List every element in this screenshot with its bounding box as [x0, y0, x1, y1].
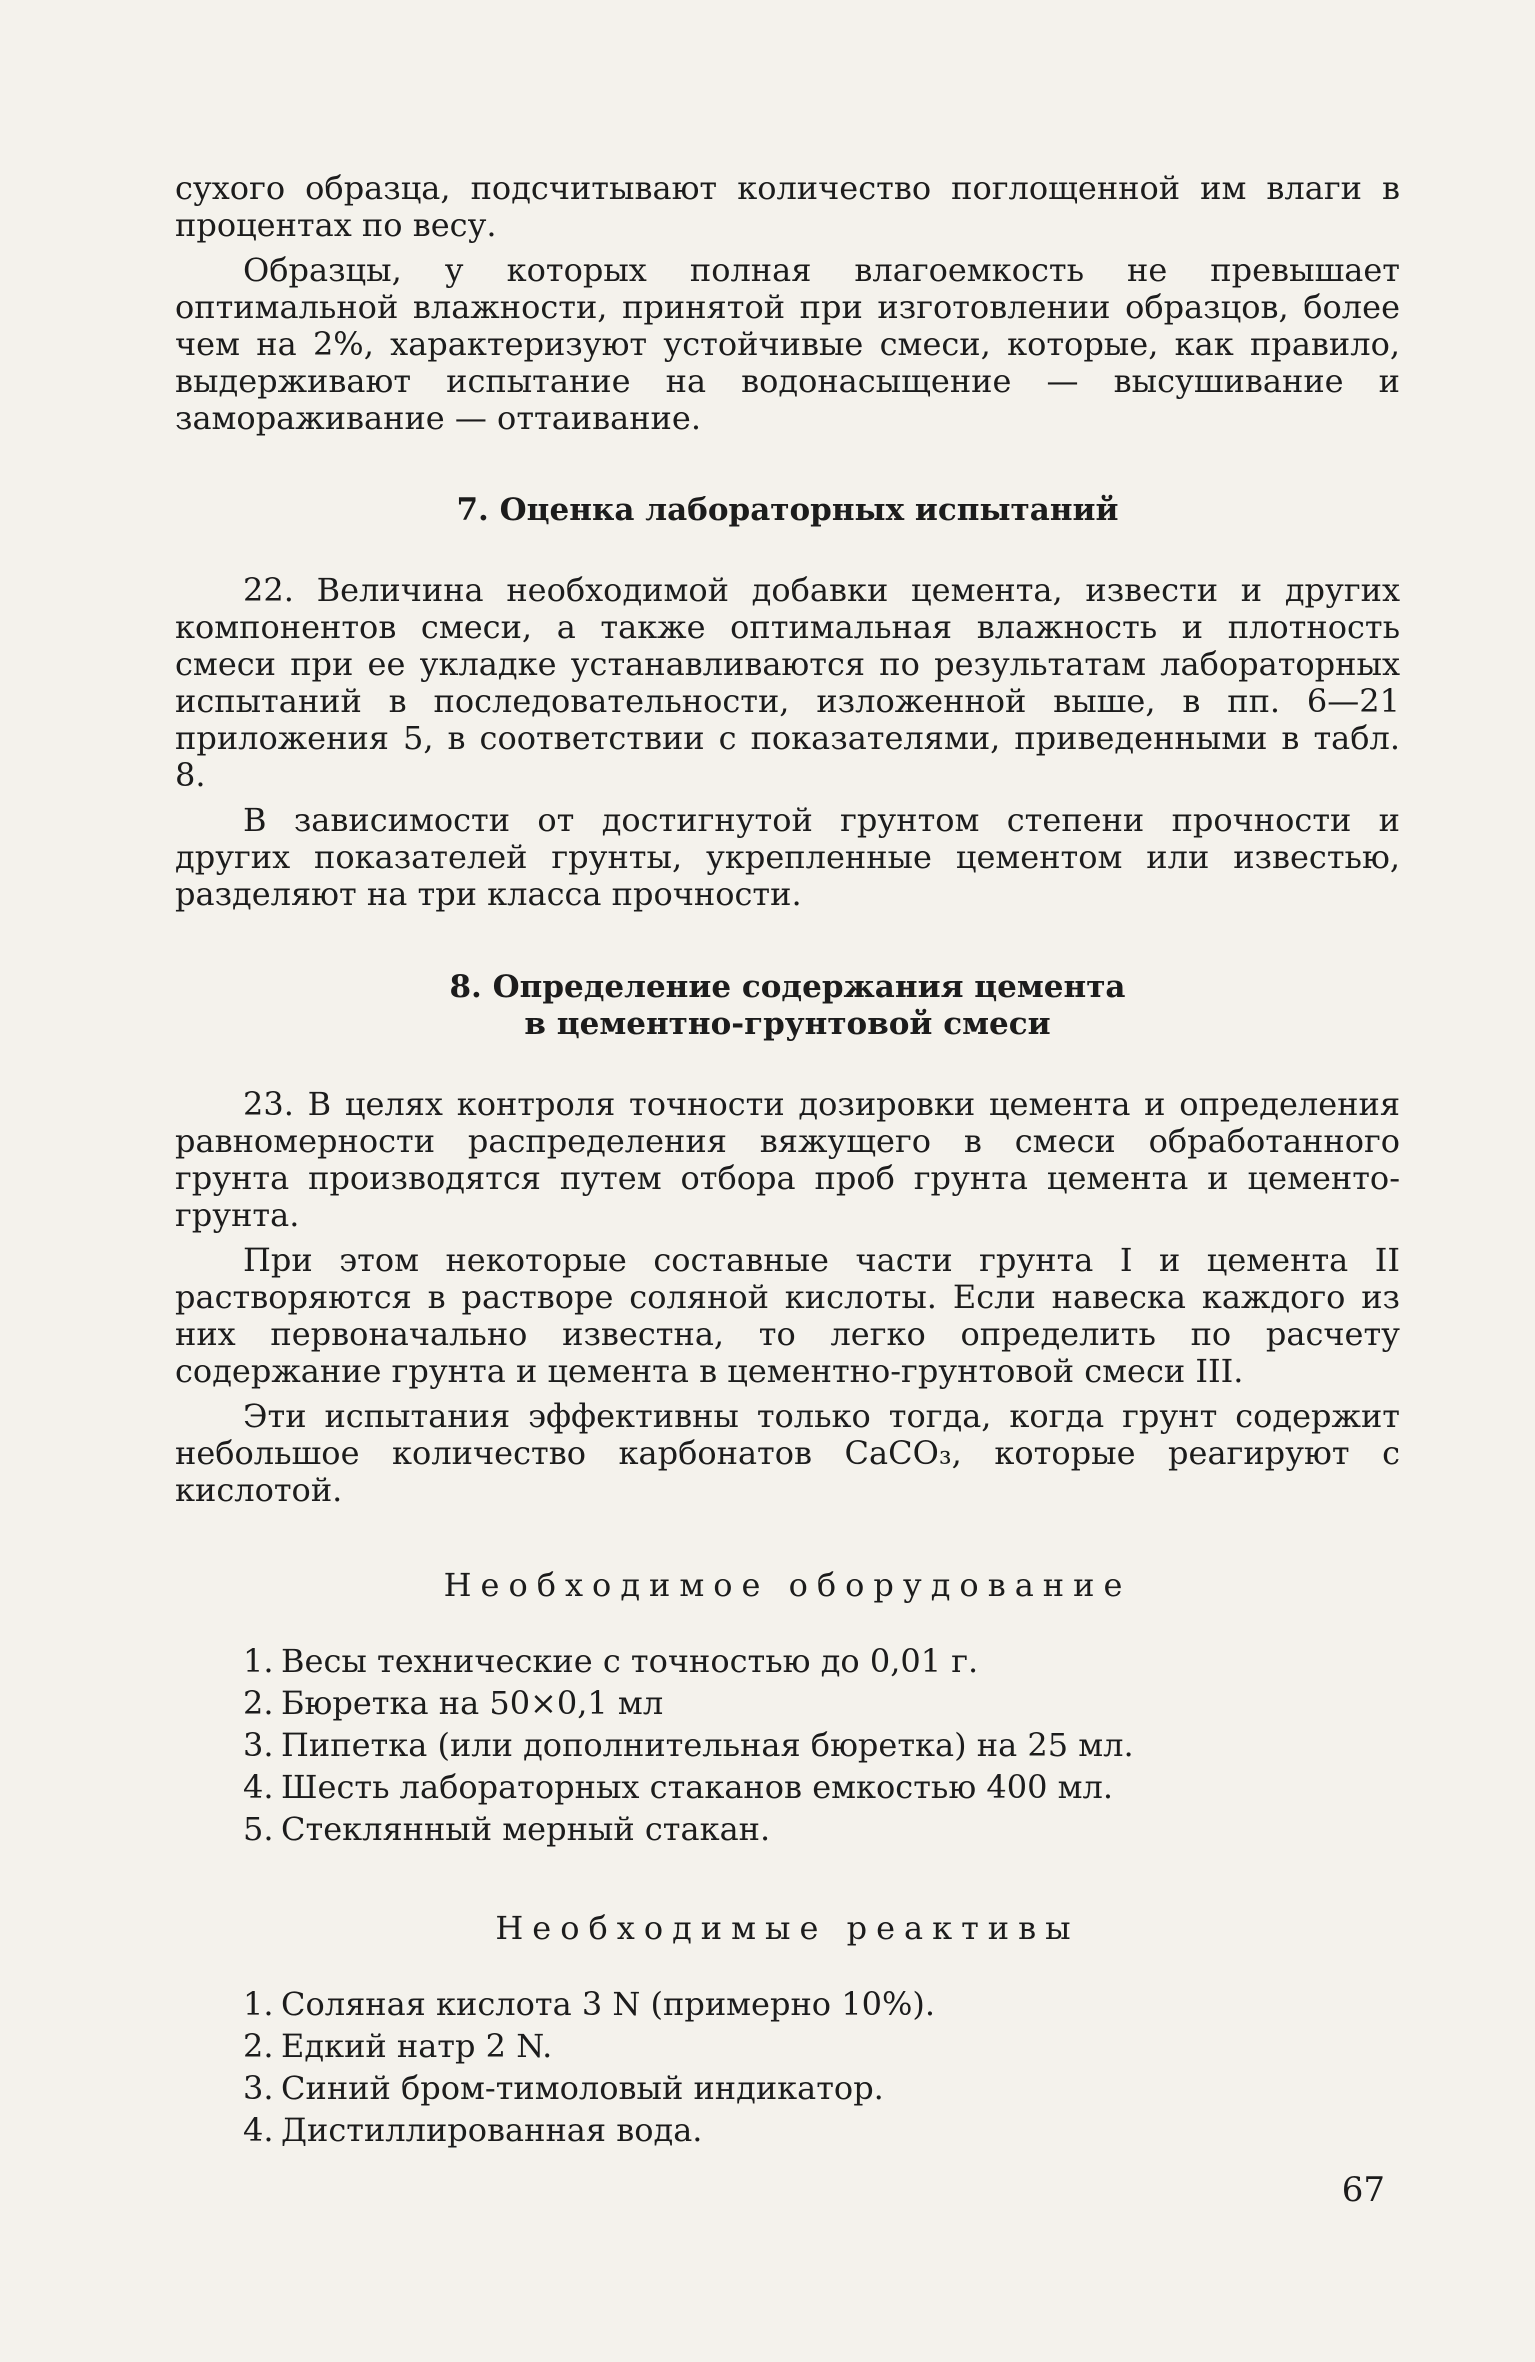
equipment-list — [175, 1640, 1400, 1850]
section-heading-line: 8. Определение содержания цемента — [449, 969, 1126, 1005]
list-item: 3. Синий бром-тимоловый индикатор. — [243, 2069, 884, 2107]
list-item: 1. Соляная кислота 3 N (примерно 10%). — [243, 1985, 936, 2023]
page-number: 67 — [1341, 2170, 1385, 2210]
list-item: 1. Весы технические с точностью до 0,01 г. — [243, 1642, 979, 1680]
subsection-heading: Необходимые реактивы — [495, 1909, 1080, 1947]
list-item: 2. Бюретка на 50×0,1 мл — [243, 1684, 664, 1722]
paragraph: При этом некоторые составные части грунта I и цемента II растворяются в растворе соляной кислоты. Если навеска каждого из них первоначально известна, то легко определить по расчету содержание грунта и цемента в цементно-грунтовой смеси III. — [175, 1241, 1400, 1390]
paragraph: Образцы, у которых полная влагоемкость не превышает оптимальной влажности, принятой при изготовлении образцов, более чем на 2%, характеризуют устойчивые смеси, которые, как правило, выдерживают испытание на водонасыщение — высушивание и замораживание — оттаивание. — [175, 251, 1400, 437]
list-item: 4. Шесть лабораторных стаканов емкостью 400 мл. — [243, 1768, 1114, 1806]
section-heading-line: в цементно-грунтовой смеси — [524, 1006, 1051, 1042]
list-item: 2. Едкий натр 2 N. — [243, 2027, 553, 2065]
list-item: 5. Стеклянный мерный стакан. — [243, 1810, 771, 1848]
paragraph: 23. В целях контроля точности дозировки цемента и определения равномерности распределения вяжущего в смеси обработанного грунта производятся путем отбора проб грунта цемента и цементо-грунта. — [175, 1085, 1400, 1234]
page-body — [175, 170, 1400, 2151]
paragraph: Эти испытания эффективны только тогда, когда грунт содержит небольшое количество карбонатов CaCO₃, которые реагируют с кислотой. — [175, 1397, 1400, 1509]
section-heading — [175, 969, 1400, 1043]
list-item: 3. Пипетка (или дополнительная бюретка) на 25 мл. — [243, 1726, 1134, 1764]
paragraph: 22. Величина необходимой добавки цемента, извести и других компонентов смеси, а также оптимальная влажность и плотность смеси при ее укладке устанавливаются по результатам лабораторных испытаний в последовательности, изложенной выше, в пп. 6—21 приложения 5, в соответствии с показателями, приведенными в табл. 8. — [175, 571, 1400, 794]
list-item: 4. Дистиллированная вода. — [243, 2111, 703, 2149]
reagents-list — [175, 1983, 1400, 2151]
subsection-heading: Необходимое оборудование — [443, 1566, 1132, 1604]
paragraph: В зависимости от достигнутой грунтом степени прочности и других показателей грунты, укрепленные цементом или известью, разделяют на три класса прочности. — [175, 801, 1400, 913]
section-heading: 7. Оценка лабораторных испытаний — [456, 492, 1119, 528]
paragraph: сухого образца, подсчитывают количество поглощенной им влаги в процентах по весу. — [175, 169, 1400, 244]
